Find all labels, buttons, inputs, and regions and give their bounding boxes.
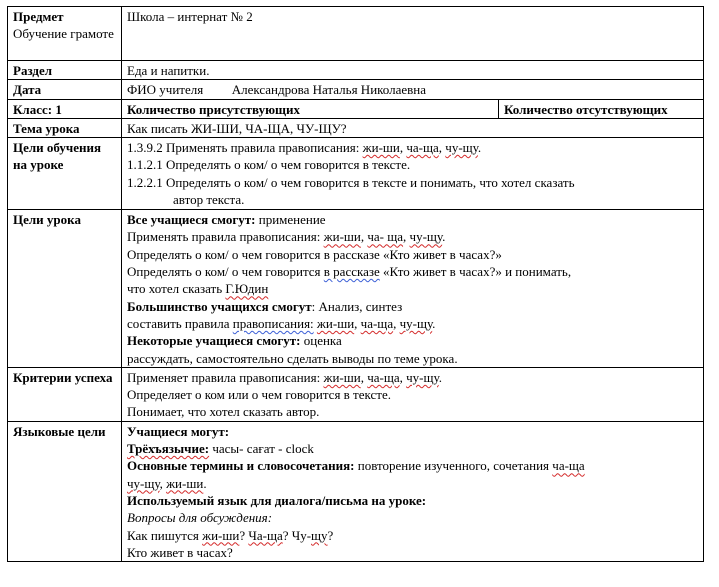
section-label: Раздел (8, 61, 122, 80)
some-students-heading: Некоторые учащиеся смогут: оценка (127, 333, 342, 349)
language-goals-label: Языковые цели (8, 421, 122, 561)
some-students-line-2: рассуждать, самостоятельно сделать выводы по теме урока. (127, 350, 458, 366)
section-value: Еда и напитки. (122, 61, 704, 80)
terms-line-2: чу-щу, жи-ши. (127, 475, 207, 491)
lesson-goals-row (8, 210, 704, 368)
discussion-questions-heading: Вопросы для обсуждения: (127, 510, 273, 526)
subject-row (8, 7, 704, 61)
section-row (8, 61, 704, 80)
trilingual-line: Трёхъязычие: часы- сағат - clock (127, 441, 314, 457)
school-name: Школа – интернат № 2 (127, 9, 253, 24)
goal-line-3-continued: автор текста. (173, 192, 245, 208)
topic-label: Тема урока (8, 118, 122, 137)
terms-line: Основные термины и словосочетания: повторение изученного, сочетания ча-ща (127, 458, 585, 474)
criteria-line-1: Применяет правила правописания: жи-ши, ча-ща, чу-щу. (127, 369, 442, 385)
teacher-cell (122, 80, 704, 99)
success-criteria-cell (122, 367, 704, 421)
most-students-heading: Большинство учащихся смогут: Анализ, синтез (127, 298, 403, 314)
absent-count-label: Количество отсутствующих (504, 101, 668, 117)
all-students-line-4: Определять о ком/ о чем говорится в рассказе «Кто живет в часах?» и понимать, (127, 264, 572, 280)
teacher-label: ФИО учителя (127, 82, 204, 98)
lesson-plan-table (7, 6, 704, 562)
all-students-line-3: Определять о ком/ о чем говорится в рассказе «Кто живет в часах?» (127, 246, 502, 262)
subject-label: Предмет (13, 9, 64, 24)
class-row (8, 99, 704, 118)
lesson-goals-cell (122, 210, 704, 368)
dialog-language-heading: Используемый язык для диалога/письма на уроке: (127, 492, 427, 508)
learning-goals-cell (122, 138, 704, 210)
goal-line-3: 1.2.2.1 Определять о ком/ о чем говорится в тексте и понимать, что хотел сказать (127, 174, 575, 190)
topic-row (8, 118, 704, 137)
lesson-goals-label: Цели урока (8, 210, 122, 368)
class-label: Класс: 1 (8, 99, 122, 118)
question-1: Как пишутся жи-ши? Ча-ща? Чу-щу? (127, 527, 334, 543)
teacher-name: Александрова Наталья Николаевна (231, 82, 427, 98)
date-row (8, 80, 704, 99)
goal-line-1: 1.3.9.2 Применять правила правописания: жи-ши, ча-ща, чу-щу. (127, 140, 482, 156)
learning-goals-row (8, 138, 704, 210)
language-goals-cell (122, 421, 704, 561)
language-goals-row (8, 421, 704, 561)
criteria-line-2: Определяет о ком или о чем говорится в тексте. (127, 387, 391, 403)
topic-value: Как писать ЖИ-ШИ, ЧА-ЩА, ЧУ-ЩУ? (122, 118, 704, 137)
all-students-heading: Все учащиеся смогут: применение (127, 212, 326, 228)
learning-goals-label: Цели обучения на уроке (8, 138, 122, 210)
question-2: Кто живет в часах? (127, 544, 233, 560)
all-students-line-2: Применять правила правописания: жи-ши, ча- ща, чу-щу. (127, 229, 446, 245)
criteria-line-3: Понимает, что хотел сказать автор. (127, 404, 320, 420)
school-cell (122, 7, 704, 61)
all-students-line-5: что хотел сказать Г.Юдин (127, 281, 269, 297)
subject-name: Обучение грамоте (13, 26, 114, 42)
attendance-cell (122, 99, 704, 118)
success-criteria-label: Критерии успеха (8, 367, 122, 421)
students-can-heading: Учащиеся могут: (127, 423, 230, 439)
date-label: Дата (8, 80, 122, 99)
subject-label-cell (8, 7, 122, 61)
goal-line-2: 1.1.2.1 Определять о ком/ о чем говорится в тексте. (127, 157, 411, 173)
most-students-line-2: составить правила правописания: жи-ши, ча-ща, чу-щу. (127, 315, 436, 331)
present-count-label: Количество присутствующих (122, 100, 499, 118)
success-criteria-row (8, 367, 704, 421)
